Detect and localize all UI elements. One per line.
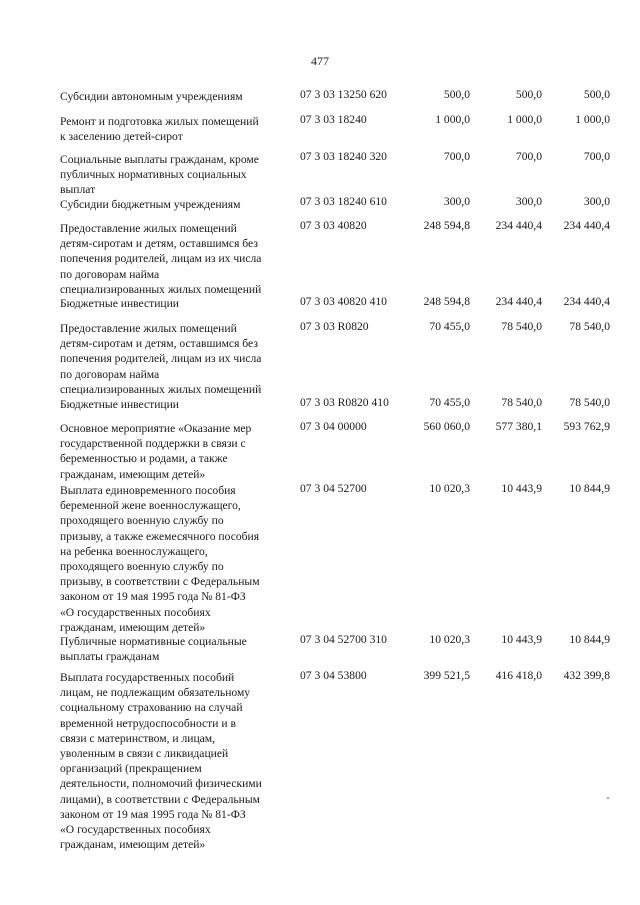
item-name-line: «О государственных пособиях [60, 605, 211, 619]
item-name-line: по договорам найма [60, 267, 160, 281]
item-name-line: лицами), в соответствии с Федеральным [60, 792, 261, 806]
amount-2021: 10 844,9 [569, 482, 610, 495]
item-name-line: по договорам найма [60, 367, 160, 381]
item-name-line: Субсидии бюджетным учреждениям [60, 198, 241, 211]
classification-code: 07 3 04 00000 [300, 420, 367, 433]
amount-2020: 78 540,0 [501, 396, 542, 409]
item-name-line: социальному страхованию на случай [60, 701, 243, 715]
amount-2020: 234 440,4 [495, 219, 542, 232]
item-name [60, 197, 296, 212]
item-name-line: Предоставление жилых помещений [60, 222, 237, 235]
item-name [60, 634, 296, 664]
amount-2019: 700,0 [443, 150, 470, 163]
item-name-line: связи с материнством, и лицам, [60, 731, 216, 745]
page-number: 477 [311, 54, 329, 68]
item-name-line: публичных нормативных социальных [60, 168, 247, 182]
item-name-line: Предоставление жилых помещений [60, 322, 237, 335]
amount-2020: 10 443,9 [501, 482, 542, 495]
amount-2021: 10 844,9 [569, 633, 610, 646]
amount-2019: 500,0 [443, 88, 470, 101]
item-name-line: уволенным в связи с ликвидацией [60, 747, 229, 761]
classification-code: 07 3 03 40820 [300, 219, 367, 232]
item-name-line: попечения родителей, лицам из их числа [60, 252, 262, 266]
item-name-line: законом от 19 мая 1995 года № 81-ФЗ [60, 590, 246, 604]
amount-2019: 300,0 [443, 195, 470, 208]
amount-2019: 10 020,3 [429, 633, 470, 646]
amount-2020: 416 418,0 [495, 669, 542, 682]
item-name-line: лицам, не подлежащим обязательному [60, 686, 251, 700]
amount-2021: 300,0 [583, 195, 610, 208]
item-name-line: Бюджетные инвестиции [60, 398, 180, 411]
item-name-line: Социальные выплаты гражданам, кроме [60, 153, 259, 166]
item-name-line: Ремонт и подготовка жилых помещений [60, 115, 259, 128]
item-name-line: попечения родителей, лицам из их числа [60, 352, 262, 366]
classification-code: 07 3 03 R0820 410 [300, 396, 389, 409]
classification-code: 07 3 03 18240 320 [300, 150, 387, 163]
classification-code: 07 3 04 53800 [300, 669, 367, 682]
amount-2021: 500,0 [583, 88, 610, 101]
classification-code: 07 3 03 R0820 [300, 320, 369, 333]
item-name [60, 421, 296, 482]
amount-2021: 234 440,4 [563, 295, 610, 308]
amount-2021: 78 540,0 [569, 396, 610, 409]
amount-2019: 248 594,8 [423, 219, 470, 232]
item-name-line: беременной жене военнослужащего, [60, 499, 241, 513]
classification-code: 07 3 04 52700 310 [300, 633, 387, 646]
item-name-line: временной нетрудоспособности и в [60, 716, 236, 730]
item-name-line: Публичные нормативные социальные [60, 635, 247, 648]
amount-2020: 10 443,9 [501, 633, 542, 646]
amount-2020: 300,0 [515, 195, 542, 208]
amount-2019: 70 455,0 [429, 396, 470, 409]
item-name-line: законом от 19 мая 1995 года № 81-ФЗ [60, 807, 246, 821]
amount-2021: 700,0 [583, 150, 610, 163]
amount-2021: 78 540,0 [569, 320, 610, 333]
amount-2020: 78 540,0 [501, 320, 542, 333]
item-name-line: гражданам, имеющим детей» [60, 620, 206, 634]
amount-2020: 700,0 [515, 150, 542, 163]
amount-2019: 560 060,0 [423, 420, 470, 433]
classification-code: 07 3 03 18240 [300, 113, 367, 126]
item-name-line: детям-сиротам и детям, оставшимся без [60, 337, 258, 351]
item-name-line: призыву, а также ежемесячного пособия [60, 529, 260, 543]
item-name-line: специализированных жилых помещений [60, 282, 262, 296]
amount-2019: 1 000,0 [435, 113, 470, 126]
item-name-line: выплаты гражданам [60, 650, 160, 664]
item-name-line: Выплата единовременного пособия [60, 484, 236, 497]
item-name-line: выплат [60, 183, 96, 197]
item-name-line: гражданам, имеющим детей» [60, 467, 206, 481]
item-name-line: проходящего военную службу по [60, 514, 224, 528]
item-name-line: «О государственных пособиях [60, 823, 211, 837]
item-name [60, 296, 296, 311]
amount-2021: 593 762,9 [563, 420, 610, 433]
item-name-line: Бюджетные инвестиции [60, 297, 180, 310]
amount-2019: 399 521,5 [423, 669, 470, 682]
item-name-line: Выплата государственных пособий [60, 671, 235, 684]
amount-2019: 70 455,0 [429, 320, 470, 333]
amount-2020: 1 000,0 [507, 113, 542, 126]
scan-speck [607, 797, 609, 799]
item-name-line: Субсидии автономным учреждениям [60, 90, 243, 103]
item-name-line: специализированных жилых помещений [60, 382, 262, 396]
amount-2019: 10 020,3 [429, 482, 470, 495]
amount-2021: 1 000,0 [575, 113, 610, 126]
item-name [60, 483, 296, 635]
item-name-line: Основное мероприятие «Оказание мер [60, 422, 252, 435]
item-name [60, 114, 296, 144]
item-name [60, 321, 296, 397]
amount-2021: 432 399,8 [563, 669, 610, 682]
amount-2020: 577 380,1 [495, 420, 542, 433]
item-name-line: гражданам, имеющим детей» [60, 838, 206, 852]
item-name-line: организаций (прекращением [60, 762, 202, 776]
classification-code: 07 3 04 52700 [300, 482, 367, 495]
item-name [60, 89, 296, 104]
amount-2019: 248 594,8 [423, 295, 470, 308]
item-name [60, 670, 296, 852]
amount-2020: 500,0 [515, 88, 542, 101]
item-name [60, 397, 296, 412]
item-name-line: государственной поддержки в связи с [60, 437, 246, 451]
classification-code: 07 3 03 18240 610 [300, 195, 387, 208]
item-name [60, 221, 296, 297]
item-name-line: проходящего военную службу по [60, 560, 224, 574]
amount-2020: 234 440,4 [495, 295, 542, 308]
classification-code: 07 3 03 40820 410 [300, 295, 387, 308]
item-name-line: призыву, в соответствии с Федеральным [60, 575, 260, 589]
amount-2021: 234 440,4 [563, 219, 610, 232]
item-name-line: беременностью и родами, а также [60, 452, 228, 466]
item-name-line: детям-сиротам и детям, оставшимся без [60, 237, 258, 251]
item-name-line: к заселению детей-сирот [60, 130, 183, 144]
item-name-line: деятельности, полномочий физическими [60, 777, 262, 791]
item-name-line: на ребенка военнослужащего, [60, 544, 208, 558]
classification-code: 07 3 03 13250 620 [300, 88, 387, 101]
item-name [60, 152, 296, 198]
